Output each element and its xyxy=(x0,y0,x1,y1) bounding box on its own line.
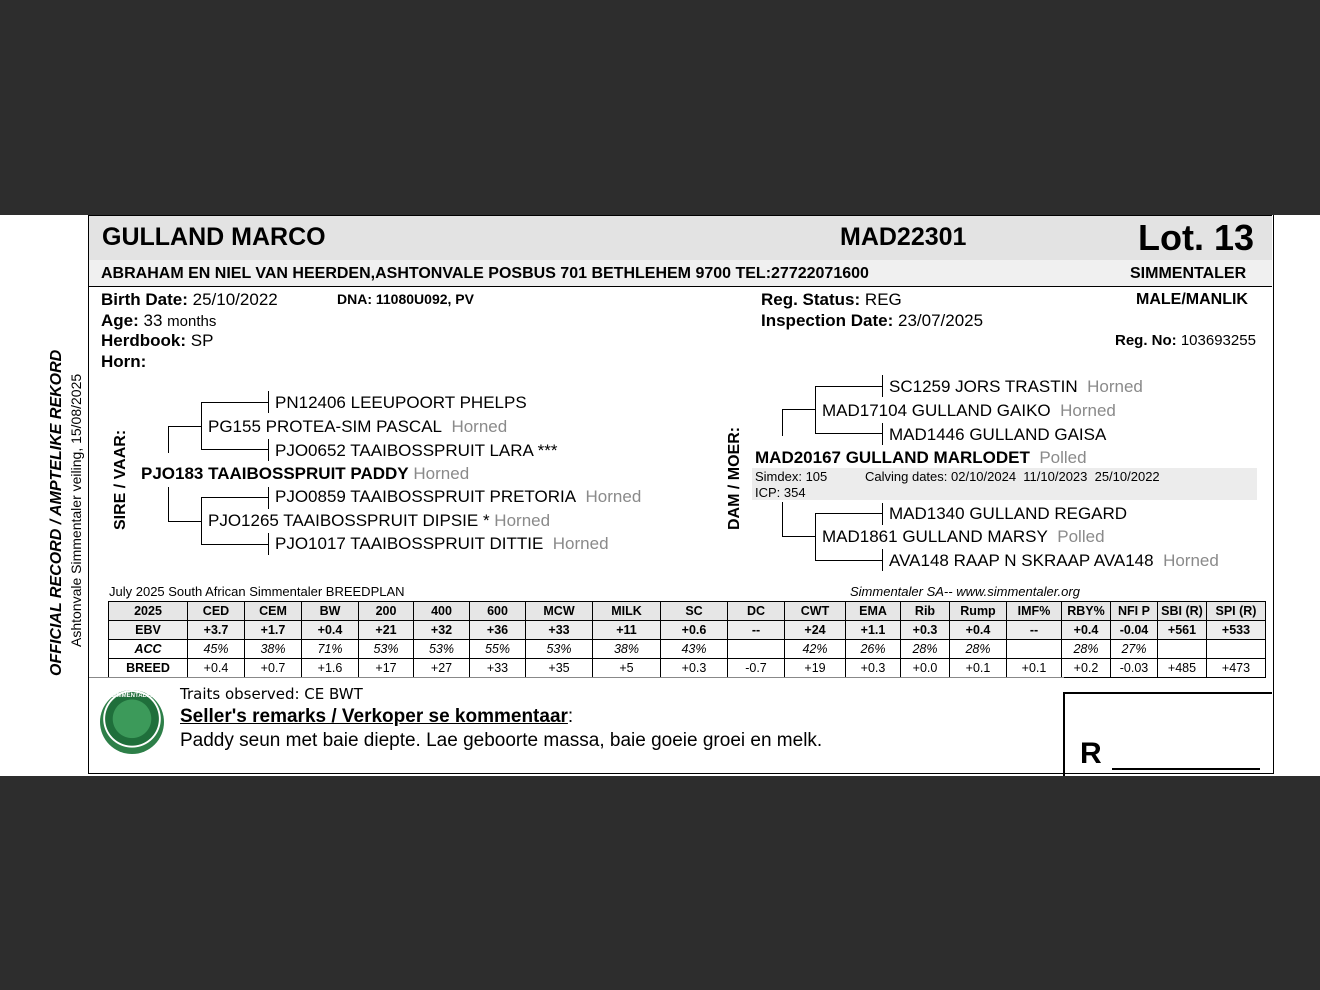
ebv-cell: 55% xyxy=(470,640,526,659)
ebv-cell: +0.7 xyxy=(245,659,302,678)
pedigree-animal-name: PJO1017 TAAIBOSSPRUIT DITTIE xyxy=(275,534,544,553)
pedigree-line xyxy=(268,391,269,413)
ebv-cell: -0.04 xyxy=(1111,621,1158,640)
ebv-cell xyxy=(1207,640,1266,659)
pedigree-line xyxy=(782,502,783,536)
ebv-cell: 27% xyxy=(1111,640,1158,659)
dam-name: MAD20167 GULLAND MARLODET xyxy=(755,448,1030,467)
pedigree-horn-status: Horned xyxy=(1163,551,1219,570)
pedigree-horn-status: Horned xyxy=(413,464,470,483)
ebv-cell: +36 xyxy=(470,621,526,640)
ebv-cell: 600 xyxy=(470,602,526,621)
sire-section-label: SIRE / VAAR: xyxy=(112,429,129,530)
ebv-cell: 26% xyxy=(846,640,901,659)
sire-name: PJO183 TAAIBOSSPRUIT PADDY xyxy=(141,464,409,483)
pedigree-animal-name: PJO0652 TAAIBOSSPRUIT LARA *** xyxy=(275,441,558,460)
dam-simdex: Simdex: 105 xyxy=(755,469,828,484)
sire-dam-dam xyxy=(275,534,609,554)
pedigree-animal-name: AVA148 RAAP N SKRAAP AVA148 xyxy=(889,551,1154,570)
pedigree-line xyxy=(782,409,783,436)
sire-sire-dam xyxy=(275,441,558,461)
pedigree-line xyxy=(201,449,269,450)
ebv-cell: +0.3 xyxy=(846,659,901,678)
ebv-cell: +0.4 xyxy=(302,621,359,640)
ebv-cell: EMA xyxy=(846,602,901,621)
ebv-row xyxy=(109,621,1266,640)
sex-label: MALE/MANLIK xyxy=(1136,291,1248,308)
ebv-cell: +27 xyxy=(414,659,470,678)
pedigree-horn-status: Polled xyxy=(1057,527,1105,546)
herdbook-label: Herdbook: xyxy=(101,331,186,350)
ebv-cell: 200 xyxy=(359,602,414,621)
pedigree-line xyxy=(882,549,883,571)
pedigree-animal-name: PG155 PROTEA-SIM PASCAL xyxy=(208,417,442,436)
reg-status-label: Reg. Status: xyxy=(761,290,861,309)
ebv-cell: 53% xyxy=(526,640,593,659)
breeder-address: ABRAHAM EN NIEL VAN HEERDEN,ASHTONVALE POSBUS 701 BETHLEHEM 9700 TEL:27722071600 xyxy=(101,265,869,282)
sire-sire xyxy=(208,417,507,437)
pedigree-animal-name: MAD1446 GULLAND GAISA xyxy=(889,425,1107,444)
birth-date-label: Birth Date: xyxy=(101,290,188,309)
pedigree-line xyxy=(168,426,169,453)
ebv-cell: 71% xyxy=(302,640,359,659)
ebv-cell: 2025 xyxy=(109,602,188,621)
pedigree-line xyxy=(815,513,883,514)
ebv-cell: MILK xyxy=(593,602,661,621)
ebv-cell: -0.7 xyxy=(728,659,785,678)
dam-dam-sire xyxy=(889,504,1127,524)
pedigree-horn-status: Horned xyxy=(552,534,609,553)
reg-status xyxy=(761,290,902,310)
ebv-cell: +11 xyxy=(593,621,661,640)
pedigree-line xyxy=(201,544,269,545)
remarks-text: Paddy seun met baie diepte. Lae geboorte massa, baie goeie groei en melk. xyxy=(180,730,823,751)
r-signature-line[interactable] xyxy=(1112,768,1260,770)
simmentaler-logo xyxy=(100,690,164,754)
ebv-cell: 45% xyxy=(188,640,245,659)
pedigree-horn-status: Polled xyxy=(1039,448,1087,467)
pedigree-line xyxy=(201,497,202,544)
ebv-cell xyxy=(1007,640,1062,659)
ebv-cell: +0.4 xyxy=(1062,621,1111,640)
ebv-cell: -- xyxy=(1007,621,1062,640)
pedigree-line xyxy=(268,487,269,509)
official-record-label: OFFICIAL RECORD / AMPTELIKE REKORD xyxy=(48,349,65,676)
ebv-cell: -- xyxy=(728,621,785,640)
ebv-row xyxy=(109,602,1266,621)
ebv-cell: 53% xyxy=(359,640,414,659)
ebv-cell: 53% xyxy=(414,640,470,659)
pedigree-horn-status: Horned xyxy=(1087,377,1143,396)
ebv-cell: EBV xyxy=(109,621,188,640)
dam-sire-sire xyxy=(889,377,1143,397)
footer-divider xyxy=(89,677,1064,678)
animal-reg-code: MAD22301 xyxy=(840,223,967,251)
ebv-cell: CEM xyxy=(245,602,302,621)
age-unit: months xyxy=(167,313,217,330)
reg-status-value: REG xyxy=(864,290,902,309)
pedigree-animal-name: PJO0859 TAAIBOSSPRUIT PRETORIA xyxy=(275,487,577,506)
inspection-date-label: Inspection Date: xyxy=(761,311,894,330)
pedigree-animal-name: MAD17104 GULLAND GAIKO xyxy=(822,401,1051,420)
pedigree-horn-status: Horned xyxy=(585,487,642,506)
ebv-cell: +0.4 xyxy=(950,621,1007,640)
ebv-cell: BW xyxy=(302,602,359,621)
dna-info: DNA: 11080U092, PV xyxy=(337,291,474,307)
pedigree-line xyxy=(815,513,816,560)
breedplan-title: July 2025 South African Simmentaler BREEDPLAN xyxy=(109,584,405,599)
r-label: R xyxy=(1080,737,1102,770)
ebv-cell: +21 xyxy=(359,621,414,640)
pedigree-horn-status: Horned xyxy=(1060,401,1116,420)
reg-no-label: Reg. No: xyxy=(1115,332,1177,349)
birth-date-value: 25/10/2022 xyxy=(192,290,278,309)
pedigree-line xyxy=(201,402,269,403)
ebv-cell: 400 xyxy=(414,602,470,621)
pedigree-line xyxy=(815,560,883,561)
dam xyxy=(755,448,1087,468)
breed-name: SIMMENTALER xyxy=(1130,265,1247,282)
inspection-date-value: 23/07/2025 xyxy=(897,311,984,330)
inspection-date xyxy=(761,311,983,331)
pedigree-horn-status: Horned xyxy=(494,511,551,530)
ebv-cell xyxy=(1158,640,1207,659)
dam-sire xyxy=(822,401,1116,421)
ebv-cell: +0.6 xyxy=(661,621,728,640)
ebv-cell: Rib xyxy=(901,602,950,621)
ebv-cell: SBI (R) xyxy=(1158,602,1207,621)
ebv-cell: BREED xyxy=(109,659,188,678)
remarks-heading xyxy=(180,706,573,728)
animal-name: GULLAND MARCO xyxy=(102,223,326,251)
sire-sire-sire xyxy=(275,393,527,413)
ebv-cell: +33 xyxy=(470,659,526,678)
ebv-cell: +0.0 xyxy=(901,659,950,678)
ebv-cell: ACC xyxy=(109,640,188,659)
age xyxy=(101,311,216,331)
ebv-cell: 38% xyxy=(593,640,661,659)
birth-date xyxy=(101,290,278,310)
ebv-cell: +35 xyxy=(526,659,593,678)
ebv-cell: +0.3 xyxy=(901,621,950,640)
ebv-cell: RBY% xyxy=(1062,602,1111,621)
sire xyxy=(141,464,469,484)
auction-label: Ashtonvale Simmentaler veiling, 15/08/2025 xyxy=(68,373,84,647)
pedigree-horn-status: Horned xyxy=(451,417,508,436)
pedigree-line xyxy=(268,533,269,555)
ebv-cell: +33 xyxy=(526,621,593,640)
ebv-cell: SC xyxy=(661,602,728,621)
lot-card-page xyxy=(0,215,1320,776)
ebv-cell: +3.7 xyxy=(188,621,245,640)
pedigree-animal-name: PJO1265 TAAIBOSSPRUIT DIPSIE * xyxy=(208,511,490,530)
ebv-cell: IMF% xyxy=(1007,602,1062,621)
ebv-cell: 42% xyxy=(785,640,846,659)
ebv-cell: +19 xyxy=(785,659,846,678)
dam-section-label: DAM / MOER: xyxy=(726,426,743,530)
sire-dam-sire xyxy=(275,487,641,507)
pedigree-line xyxy=(168,521,202,522)
pedigree-line xyxy=(815,433,883,434)
ebv-cell: 38% xyxy=(245,640,302,659)
ebv-cell: +0.4 xyxy=(188,659,245,678)
ebv-cell: 28% xyxy=(950,640,1007,659)
remarks-colon: : xyxy=(567,706,574,727)
ebv-cell: 43% xyxy=(661,640,728,659)
pedigree-animal-name: MAD1861 GULLAND MARSY xyxy=(822,527,1048,546)
dam-dam xyxy=(822,527,1105,547)
pedigree-line xyxy=(882,423,883,445)
pedigree-line xyxy=(201,497,269,498)
ebv-cell: Rump xyxy=(950,602,1007,621)
ebv-cell: CED xyxy=(188,602,245,621)
dam-calving-dates: Calving dates: 02/10/2024 11/10/2023 25/10/2022 xyxy=(865,469,1160,484)
pedigree-line xyxy=(782,409,816,410)
pedigree-line xyxy=(815,386,883,387)
ebv-cell: NFI P xyxy=(1111,602,1158,621)
ebv-cell: +1.7 xyxy=(245,621,302,640)
pedigree-animal-name: MAD1340 GULLAND REGARD xyxy=(889,504,1128,523)
ebv-cell: +473 xyxy=(1207,659,1266,678)
ebv-row xyxy=(109,659,1266,678)
pedigree-animal-name: SC1259 JORS TRASTIN xyxy=(889,377,1078,396)
dam-icp: ICP: 354 xyxy=(755,485,806,500)
sire-dam xyxy=(208,511,550,531)
ebv-cell: +485 xyxy=(1158,659,1207,678)
r-box-top xyxy=(1063,692,1272,694)
dam-sire-dam xyxy=(889,425,1106,445)
ebv-row xyxy=(109,640,1266,659)
ebv-cell: DC xyxy=(728,602,785,621)
reg-no-value: 103693255 xyxy=(1180,332,1256,349)
ebv-cell: +1.6 xyxy=(302,659,359,678)
pedigree-line xyxy=(782,536,816,537)
ebv-cell: +5 xyxy=(593,659,661,678)
ebv-cell: +0.2 xyxy=(1062,659,1111,678)
herdbook xyxy=(101,331,213,351)
lot-number: Lot. 13 xyxy=(1138,217,1255,258)
ebv-cell: +17 xyxy=(359,659,414,678)
r-box-left xyxy=(1063,692,1065,776)
age-label: Age: xyxy=(101,311,139,330)
horn-label: Horn: xyxy=(101,352,147,371)
ebv-cell: CWT xyxy=(785,602,846,621)
logo-text: SIMMENTALER xyxy=(111,693,155,699)
ebv-cell: +533 xyxy=(1207,621,1266,640)
age-value: 33 xyxy=(143,311,163,330)
ebv-cell: +1.1 xyxy=(846,621,901,640)
pedigree-line xyxy=(168,487,169,521)
pedigree-line xyxy=(882,503,883,525)
traits-observed: Traits observed: CE BWT xyxy=(180,685,363,703)
ebv-cell: +32 xyxy=(414,621,470,640)
ebv-cell: +0.1 xyxy=(1007,659,1062,678)
ebv-cell: -0.03 xyxy=(1111,659,1158,678)
ebv-cell: +561 xyxy=(1158,621,1207,640)
ebv-cell xyxy=(728,640,785,659)
ebv-cell: MCW xyxy=(526,602,593,621)
ebv-cell: +24 xyxy=(785,621,846,640)
pedigree-line xyxy=(882,375,883,397)
dam-dam-dam xyxy=(889,551,1219,571)
reg-no xyxy=(1115,332,1256,349)
pedigree-animal-name: PN12406 LEEUPOORT PHELPS xyxy=(275,393,527,412)
remarks-title: Seller's remarks / Verkoper se kommentaar xyxy=(180,706,568,727)
pedigree-line xyxy=(168,426,202,427)
ebv-cell: +0.1 xyxy=(950,659,1007,678)
ebv-cell: SPI (R) xyxy=(1207,602,1266,621)
breedplan-website: Simmentaler SA-- www.simmentaler.org xyxy=(850,584,1080,599)
ebv-table xyxy=(108,601,1266,678)
ebv-cell: 28% xyxy=(1062,640,1111,659)
herdbook-value: SP xyxy=(190,331,214,350)
ebv-cell: 28% xyxy=(901,640,950,659)
ebv-cell: +0.3 xyxy=(661,659,728,678)
pedigree-line xyxy=(268,439,269,461)
